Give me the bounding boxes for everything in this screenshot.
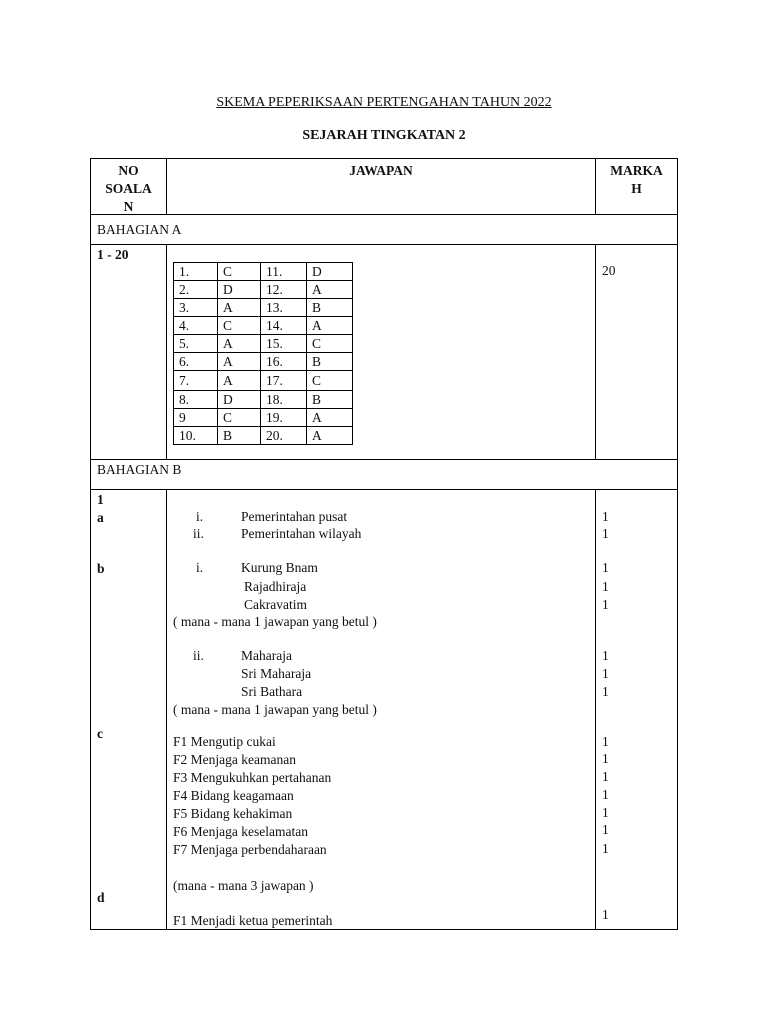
- header-no-soalan-3: N: [123, 199, 134, 214]
- answer-question-number: 4.: [174, 317, 218, 335]
- answer-question-number: 1.: [174, 263, 218, 281]
- part-a-ii-text: Pemerintahan wilayah: [241, 526, 362, 541]
- table-row: [174, 409, 353, 427]
- answer-question-number: 9: [174, 409, 218, 427]
- column-divider-2-b: [595, 489, 596, 930]
- header-jawapan: JAWAPAN: [349, 163, 413, 178]
- part-b-ii-item-3: Sri Bathara: [241, 684, 303, 699]
- document-title: SKEMA PEPERIKSAAN PERTENGAHAN TAHUN 2022: [216, 95, 552, 110]
- answer-choice: A: [307, 317, 353, 335]
- column-divider-1-b: [166, 489, 167, 930]
- part-b-ii-note: ( mana - mana 1 jawapan yang betul ): [173, 702, 377, 717]
- section-label-bahagian-a: BAHAGIAN A: [97, 222, 182, 237]
- question-number-1: 1: [97, 492, 104, 507]
- part-c-mark: 1: [602, 751, 609, 766]
- table-border-left: [90, 158, 91, 930]
- part-c-item: F1 Mengutip cukai: [173, 734, 276, 749]
- answer-choice: C: [307, 335, 353, 353]
- part-a-ii-num: ii.: [193, 526, 204, 541]
- answer-choice: B: [307, 299, 353, 317]
- table-border-q1-20-bottom: [90, 459, 678, 460]
- answer-choice: D: [218, 391, 261, 409]
- answer-question-number: 6.: [174, 353, 218, 371]
- answer-question-number: 19.: [261, 409, 307, 427]
- answer-question-number: 7.: [174, 371, 218, 391]
- answer-question-number: 20.: [261, 427, 307, 445]
- part-d-item: F1 Menjadi ketua pemerintah: [173, 913, 333, 928]
- part-c-mark: 1: [602, 805, 609, 820]
- part-b-ii-mark-2: 1: [602, 666, 609, 681]
- table-border-header-bottom: [90, 214, 678, 215]
- part-label-a: a: [97, 510, 104, 525]
- answer-choice: A: [218, 299, 261, 317]
- answer-choice: C: [218, 409, 261, 427]
- answer-choice: A: [307, 427, 353, 445]
- table-row: [174, 263, 353, 281]
- part-b-i-item-3: Cakravatim: [244, 597, 307, 612]
- part-c-item: F6 Menjaga keselamatan: [173, 824, 308, 839]
- table-row: [174, 317, 353, 335]
- document-subtitle: SEJARAH TINGKATAN 2: [302, 128, 466, 143]
- part-c-mark: 1: [602, 787, 609, 802]
- part-b-i-note: ( mana - mana 1 jawapan yang betul ): [173, 614, 377, 629]
- answer-choice: C: [218, 263, 261, 281]
- answer-question-number: 5.: [174, 335, 218, 353]
- answer-question-number: 12.: [261, 281, 307, 299]
- table-border-bahagian-a-bottom: [90, 244, 678, 245]
- header-no-soalan-1: NO: [118, 163, 139, 178]
- table-row: [174, 391, 353, 409]
- table-border-bahagian-b-bottom: [90, 489, 678, 490]
- answer-question-number: 13.: [261, 299, 307, 317]
- part-a-i-text: Pemerintahan pusat: [241, 509, 348, 524]
- part-b-i-mark-3: 1: [602, 597, 609, 612]
- answer-choice: B: [218, 427, 261, 445]
- part-b-ii-item-1: Maharaja: [241, 648, 292, 663]
- answer-question-number: 8.: [174, 391, 218, 409]
- answer-choice: D: [218, 281, 261, 299]
- mark-bahagian-a: 20: [602, 263, 616, 278]
- table-row: [174, 299, 353, 317]
- part-c-mark: 1: [602, 822, 609, 837]
- part-c-item: F3 Mengukuhkan pertahanan: [173, 770, 332, 785]
- part-label-d: d: [97, 890, 105, 905]
- answer-question-number: 2.: [174, 281, 218, 299]
- part-c-item: F7 Menjaga perbendaharaan: [173, 842, 327, 857]
- answer-choice: D: [307, 263, 353, 281]
- answer-question-number: 11.: [261, 263, 307, 281]
- part-c-item: F4 Bidang keagamaan: [173, 788, 294, 803]
- header-no-soalan-2: SOALA: [105, 181, 152, 196]
- part-b-ii-num: ii.: [193, 648, 204, 663]
- answer-question-number: 17.: [261, 371, 307, 391]
- part-b-ii-mark-1: 1: [602, 648, 609, 663]
- column-divider-1-a: [166, 244, 167, 460]
- column-divider-2-a: [595, 244, 596, 460]
- answer-question-number: 10.: [174, 427, 218, 445]
- part-label-b: b: [97, 561, 105, 576]
- part-b-i-item-1: Kurung Bnam: [241, 560, 318, 575]
- part-c-note: (mana - mana 3 jawapan ): [173, 878, 314, 893]
- part-a-ii-mark: 1: [602, 526, 609, 541]
- part-a-i-mark: 1: [602, 509, 609, 524]
- answer-choice: B: [307, 353, 353, 371]
- part-b-i-mark-1: 1: [602, 560, 609, 575]
- part-b-i-num: i.: [196, 560, 204, 575]
- part-c-item: F2 Menjaga keamanan: [173, 752, 296, 767]
- answer-choice: C: [307, 371, 353, 391]
- part-d-mark: 1: [602, 907, 609, 922]
- answer-question-number: 14.: [261, 317, 307, 335]
- answer-choice: A: [307, 409, 353, 427]
- table-row: [174, 427, 353, 445]
- header-markah-1: MARKA: [610, 163, 663, 178]
- answer-question-number: 3.: [174, 299, 218, 317]
- answer-choice: A: [218, 335, 261, 353]
- part-b-i-mark-2: 1: [602, 579, 609, 594]
- table-border-bottom: [90, 929, 678, 930]
- part-c-item: F5 Bidang kehakiman: [173, 806, 293, 821]
- part-b-ii-mark-3: 1: [602, 684, 609, 699]
- question-range: 1 - 20: [97, 247, 129, 262]
- part-label-c: c: [97, 726, 103, 741]
- table-border-top: [90, 158, 678, 159]
- header-markah-2: H: [631, 181, 642, 196]
- part-c-mark: 1: [602, 841, 609, 856]
- part-b-ii-item-2: Sri Maharaja: [241, 666, 312, 681]
- part-a-i-num: i.: [196, 509, 204, 524]
- part-c-mark: 1: [602, 769, 609, 784]
- answer-question-number: 15.: [261, 335, 307, 353]
- answer-choice: A: [307, 281, 353, 299]
- part-c-mark: 1: [602, 734, 609, 749]
- table-row: [174, 281, 353, 299]
- table-row: [174, 353, 353, 371]
- table-border-right: [677, 158, 678, 930]
- table-row: [174, 335, 353, 353]
- answer-question-number: 18.: [261, 391, 307, 409]
- answer-question-number: 16.: [261, 353, 307, 371]
- answer-choice: C: [218, 317, 261, 335]
- part-b-i-item-2: Rajadhiraja: [244, 579, 307, 594]
- answer-choice: A: [218, 353, 261, 371]
- table-row: [174, 371, 353, 391]
- answer-choice: B: [307, 391, 353, 409]
- answer-key-table: [173, 262, 353, 445]
- answer-choice: A: [218, 371, 261, 391]
- section-label-bahagian-b: BAHAGIAN B: [97, 462, 182, 477]
